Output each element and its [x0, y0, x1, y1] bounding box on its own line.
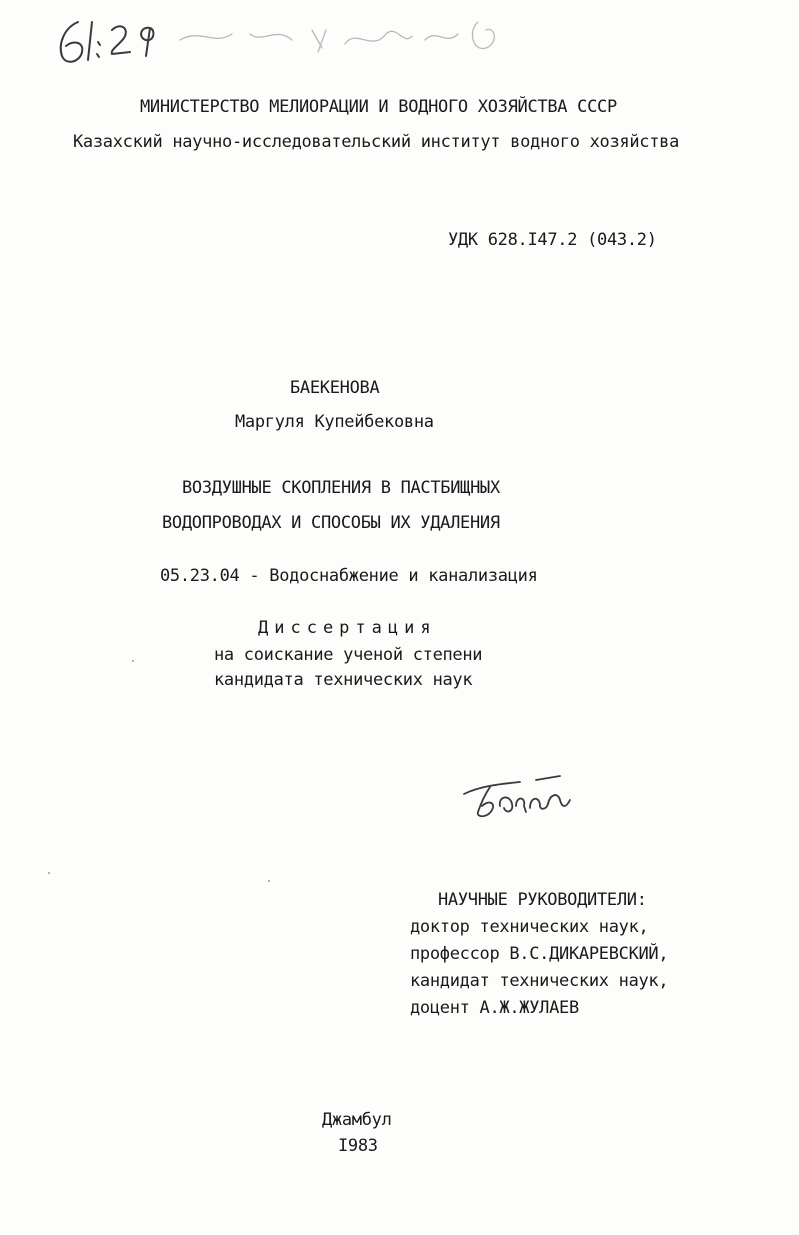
supervisor-line-4: доцент А.Ж.ЖУЛАЕВ	[410, 998, 579, 1018]
signature-handwriting	[464, 776, 570, 816]
scan-speck	[48, 872, 50, 874]
supervisor-line-1: доктор технических наук,	[410, 917, 649, 937]
degree-line-1: на соискание ученой степени	[214, 645, 483, 665]
publication-year: I983	[338, 1136, 378, 1156]
author-given-names: Маргуля Купейбековна	[235, 412, 434, 432]
thesis-title-line-1: ВОЗДУШНЫЕ СКОПЛЕНИЯ В ПАСТБИЩНЫХ	[182, 478, 500, 498]
publication-place: Джамбул	[322, 1110, 392, 1130]
degree-line-2: кандидата технических наук	[214, 670, 473, 690]
supervisors-heading: НАУЧНЫЕ РУКОВОДИТЕЛИ:	[438, 890, 647, 910]
scan-speck	[132, 660, 134, 662]
dissertation-label: Диссертация	[258, 618, 437, 638]
scan-speck	[268, 880, 270, 882]
ministry-heading: МИНИСТЕРСТВО МЕЛИОРАЦИИ И ВОДНОГО ХОЗЯЙСТВА СССР	[140, 97, 617, 117]
archive-mark-faint-scribble	[180, 22, 494, 52]
udc-code: УДК 628.I47.2 (043.2)	[448, 230, 657, 250]
thesis-title-line-2: ВОДОПРОВОДАХ И СПОСОБЫ ИХ УДАЛЕНИЯ	[162, 513, 500, 533]
specialty-code: 05.23.04 - Водоснабжение и канализация	[160, 566, 538, 586]
supervisor-line-3: кандидат технических наук,	[410, 971, 669, 991]
supervisor-line-2: профессор В.С.ДИКАРЕВСКИЙ,	[410, 944, 669, 964]
archive-mark-handwriting	[61, 22, 154, 62]
institute-heading: Казахский научно-исследовательский институт водного хозяйства	[73, 132, 680, 152]
author-surname: БАЕКЕНОВА	[290, 378, 380, 398]
